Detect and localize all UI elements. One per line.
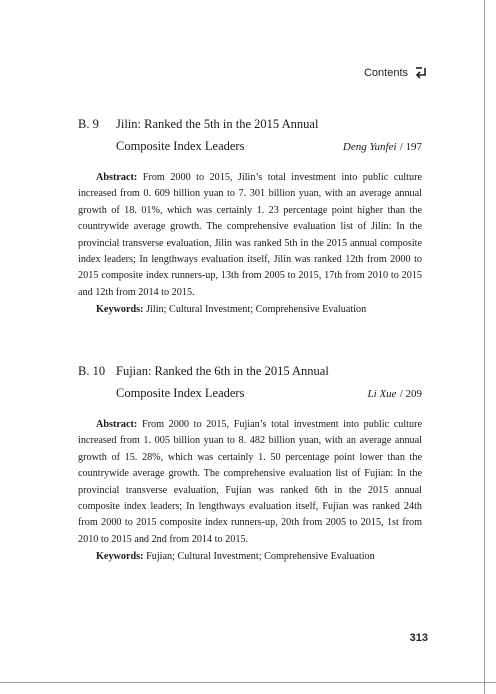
entry-keywords <box>78 302 422 318</box>
contents-header[interactable] <box>364 66 428 80</box>
contents-label: Contents <box>363 67 408 79</box>
author-page <box>343 137 422 156</box>
entry-author: Deng Yunfei <box>342 141 397 153</box>
page-number: 313 <box>409 632 428 644</box>
keywords-label: Keywords: <box>96 304 144 316</box>
entry-title[interactable] <box>78 362 422 380</box>
entry-page-ref: / 197 <box>399 141 422 153</box>
abstract-text: From 2000 to 2015, Fujian’s total investment into public culture increased from 1. 005 billion yuan to 8. 482 billion yuan, with an average annual growth of 15. 28%, which was certainly 1. 50 percentage point lower than the countrywide average growth. The comprehensive evaluation list of Fujian: In the provincial transverse evaluation, Fujian was ranked 6th in the 2015 annual composite index leaders; In lengthways evaluation itself, Fujian was ranked 24th from 2000 to 2015 composite index runners-up, 20th from 2005 to 2015, 1st from 2010 to 2015 and 2nd from 2014 to 2015. <box>78 419 422 545</box>
return-arrow-icon[interactable] <box>414 66 428 80</box>
author-page <box>368 384 422 403</box>
entry-title-continued[interactable] <box>78 137 422 156</box>
toc-entry-b10 <box>78 362 422 566</box>
keywords-text: Fujian; Cultural Investment; Comprehensive Evaluation <box>146 551 375 563</box>
entry-title[interactable] <box>78 115 422 133</box>
entry-author: Li Xue <box>367 388 397 400</box>
abstract-label: Abstract: <box>96 172 138 183</box>
entry-keywords <box>78 549 422 565</box>
right-border <box>484 0 485 694</box>
entry-number: B. 9 <box>78 117 99 131</box>
entry-title-line2: Composite Index Leaders <box>116 139 245 153</box>
keywords-label: Keywords: <box>96 551 144 563</box>
entry-abstract <box>78 417 422 548</box>
abstract-label: Abstract: <box>96 419 138 430</box>
keywords-text: Jilin; Cultural Investment; Comprehensive Evaluation <box>146 304 367 316</box>
entry-number: B. 10 <box>78 364 106 378</box>
entry-title-line1: Fujian: Ranked the 6th in the 2015 Annual <box>116 364 329 378</box>
toc-entry-b9 <box>78 115 422 319</box>
entry-title-line2: Composite Index Leaders <box>116 386 245 400</box>
entry-page-ref: / 209 <box>399 388 422 400</box>
bottom-border <box>0 682 496 683</box>
entry-abstract <box>78 170 422 301</box>
entry-title-continued[interactable] <box>78 384 422 403</box>
entry-title-line1: Jilin: Ranked the 5th in the 2015 Annual <box>116 117 319 131</box>
abstract-text: From 2000 to 2015, Jilin’s total investment into public culture increased from 0. 609 billion yuan to 7. 301 billion yuan, with an average annual growth of 18. 01%, which was certainly 1. 23 percentage point higher than the countrywide average growth. The comprehensive evaluation list of Jilin: In the provincial transverse evaluation, Jilin was ranked 5th in the 2015 annual composite index leaders; In lengthways evaluation itself, Jilin was ranked 12th from 2000 to 2015 composite index runners-up, 13th from 2005 to 2015, 17th from 2010 to 2015 and 12th from 2014 to 2015. <box>78 172 422 298</box>
